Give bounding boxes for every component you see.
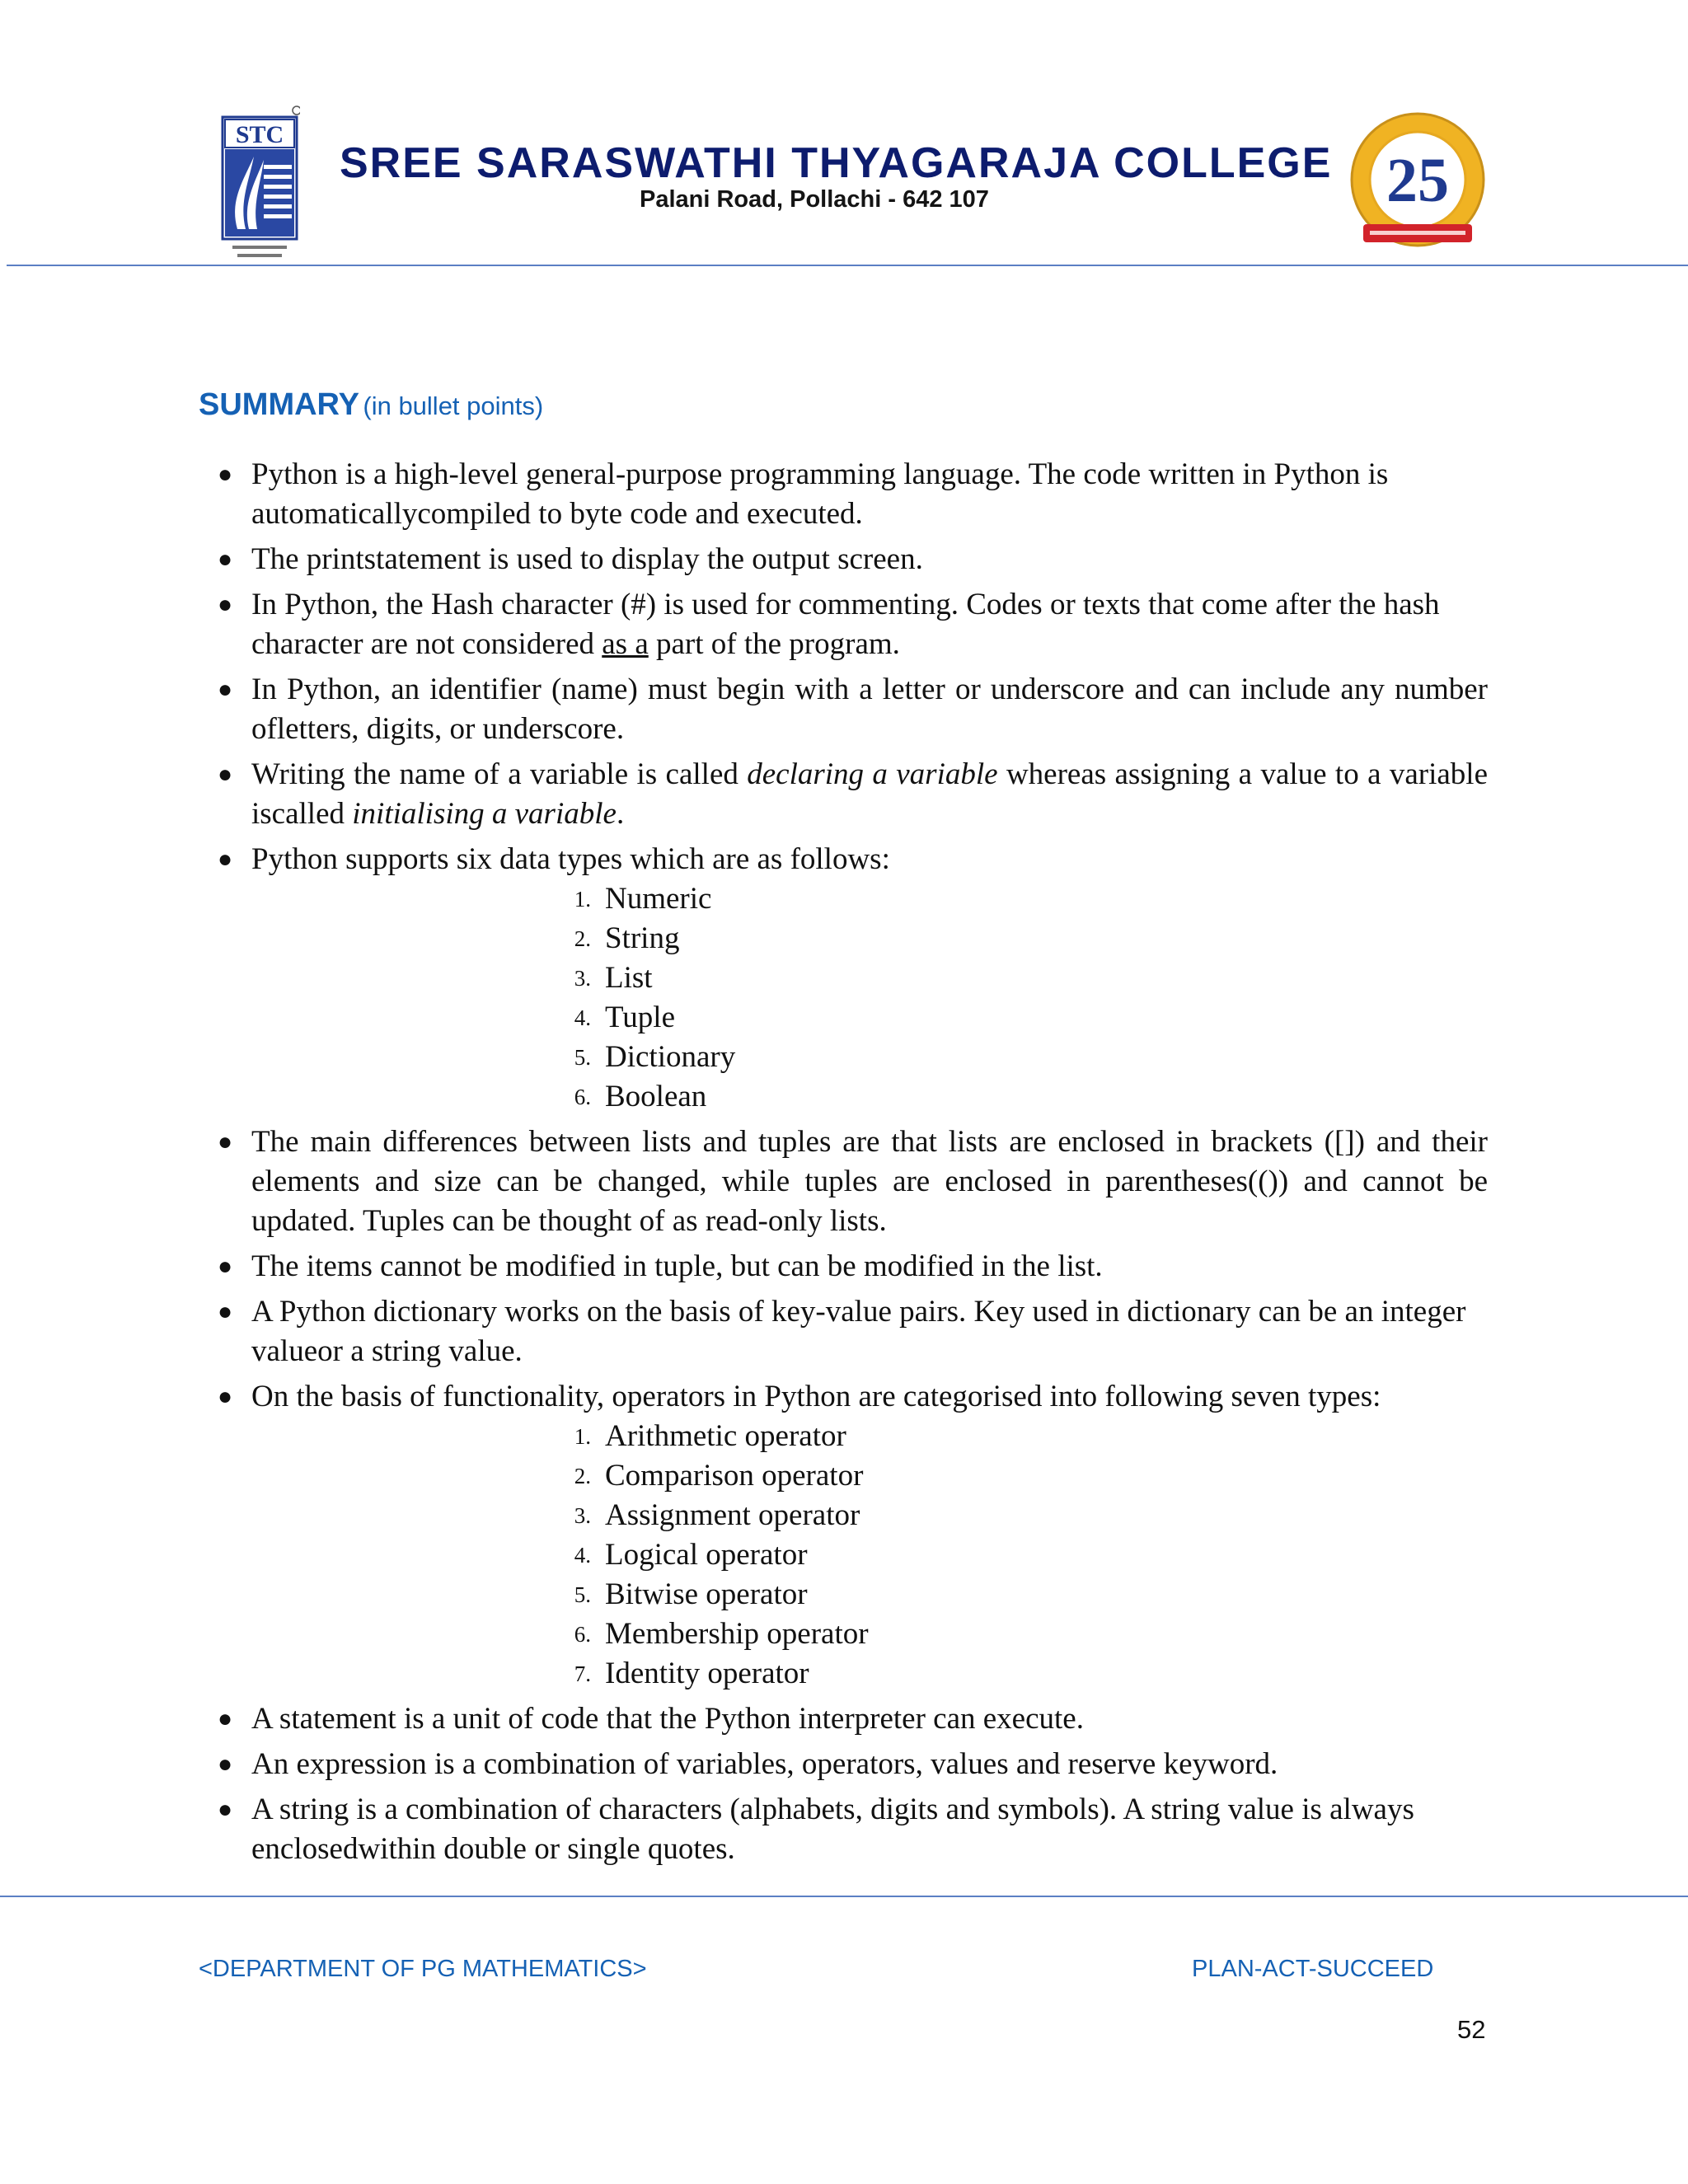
bullet-icon: ● (218, 461, 233, 488)
bullet-icon: ● (218, 846, 233, 873)
data-type-item: 3. List (574, 961, 653, 995)
bullet-icon: ● (218, 1750, 233, 1778)
operator-item: 7. Identity operator (574, 1657, 809, 1690)
list-item (0, 585, 1488, 664)
bullet-icon: ● (218, 1796, 233, 1823)
footer-divider (0, 1896, 1688, 1897)
item-text: A statement is a unit of code that the Python interpreter can execute. (251, 1702, 1084, 1736)
bullet-icon: ● (218, 1705, 233, 1732)
item-text: Python is a high-level general-purpose programming language. The code written in Python is automaticallycompiled to byte code and executed. (251, 457, 1389, 531)
item-text: A Python dictionary works on the basis of key-value pairs. Key used in dictionary can be an integer valueor a string value. (251, 1295, 1466, 1368)
item-text: The printstatement is used to display the output screen. (251, 542, 923, 576)
data-types-list (251, 879, 1488, 1117)
svg-text:25: 25 (1386, 146, 1449, 215)
list-item (0, 840, 1488, 1117)
data-type-item: 2. String (574, 921, 680, 955)
summary-title: SUMMARY (199, 387, 359, 422)
stc-logo (221, 105, 300, 265)
item-text: In Python, the Hash character (#) is used for commenting. Codes or texts that come after the hash character are not considered (251, 588, 1440, 661)
item-text: A string is a combination of characters (alphabets, digits and symbols). A string value is always enclosedwithin double or single quotes. (251, 1793, 1414, 1866)
list-item (0, 455, 1488, 534)
operator-item: 6. Membership operator (574, 1617, 869, 1651)
page-number: 52 (1457, 2015, 1486, 2044)
list-item (0, 1377, 1488, 1694)
list-item (0, 1292, 1488, 1371)
page-header (0, 0, 1688, 265)
list-item (0, 670, 1488, 749)
bullet-icon: ● (218, 1128, 233, 1155)
italic-term: initialising a variable (352, 797, 617, 831)
college-name: SREE SARASWATHI THYAGARAJA COLLEGE (340, 139, 1333, 187)
data-type-item: 1. Numeric (574, 882, 712, 916)
operator-item: 2. Comparison operator (574, 1459, 864, 1493)
list-item (0, 1122, 1488, 1241)
underlined-text: as a (602, 627, 649, 661)
header-divider (7, 265, 1688, 266)
summary-list (0, 455, 1688, 1869)
item-text: Python supports six data types which are as follows: (251, 842, 890, 876)
data-type-item: 6. Boolean (574, 1080, 707, 1113)
list-item (0, 1745, 1488, 1784)
item-text: An expression is a combination of variables, operators, values and reserve keyword. (251, 1747, 1278, 1781)
list-item (0, 1247, 1488, 1286)
item-text: . (616, 797, 625, 831)
data-type-item: 4. Tuple (574, 1001, 676, 1034)
college-address: Palani Road, Pollachi - 642 107 (640, 186, 989, 213)
bullet-icon: ● (218, 546, 233, 573)
italic-term: declaring a variable (747, 757, 998, 791)
bullet-icon: ● (218, 1383, 233, 1410)
silver-jubilee-emblem (1342, 112, 1493, 257)
summary-heading (199, 387, 543, 423)
bullet-icon: ● (218, 676, 233, 703)
bullet-icon: ● (218, 591, 233, 618)
operator-item: 5. Bitwise operator (574, 1577, 808, 1611)
summary-subtitle: (in bullet points) (363, 391, 544, 420)
item-text: The main differences between lists and tuples are that lists are enclosed in brackets ([]) and their elements and size can be changed, while tuples are enclosed in parentheses(()) and cannot be updated. Tuples can be thought of as read-only lists. (251, 1125, 1488, 1238)
data-type-item: 5. Dictionary (574, 1040, 736, 1074)
svg-text:STC: STC (235, 121, 284, 148)
motto-label: PLAN-ACT-SUCCEED (1192, 1956, 1434, 1982)
bullet-icon: ● (218, 761, 233, 788)
operator-item: 3. Assignment operator (574, 1498, 860, 1532)
summary-content (0, 455, 1688, 1875)
item-text: The items cannot be modified in tuple, but can be modified in the list. (251, 1249, 1103, 1283)
bullet-icon: ● (218, 1298, 233, 1325)
item-text: part of the program. (648, 627, 900, 661)
item-text: whereas assigning a value to a variable iscalled (251, 757, 1489, 831)
operator-item: 1. Arithmetic operator (574, 1419, 846, 1453)
department-label: <DEPARTMENT OF PG MATHEMATICS> (199, 1956, 647, 1982)
operators-list (251, 1417, 1488, 1694)
list-item (0, 1790, 1488, 1869)
operator-item: 4. Logical operator (574, 1538, 808, 1572)
item-text: Writing the name of a variable is called (251, 757, 748, 791)
item-text: In Python, an identifier (name) must begin with a letter or underscore and can include any number ofletters, digits, or underscore. (251, 673, 1488, 746)
list-item (0, 755, 1488, 834)
list-item (0, 1699, 1488, 1739)
item-text: On the basis of functionality, operators in Python are categorised into following seven types: (251, 1380, 1381, 1413)
list-item (0, 540, 1488, 579)
bullet-icon: ● (218, 1253, 233, 1280)
